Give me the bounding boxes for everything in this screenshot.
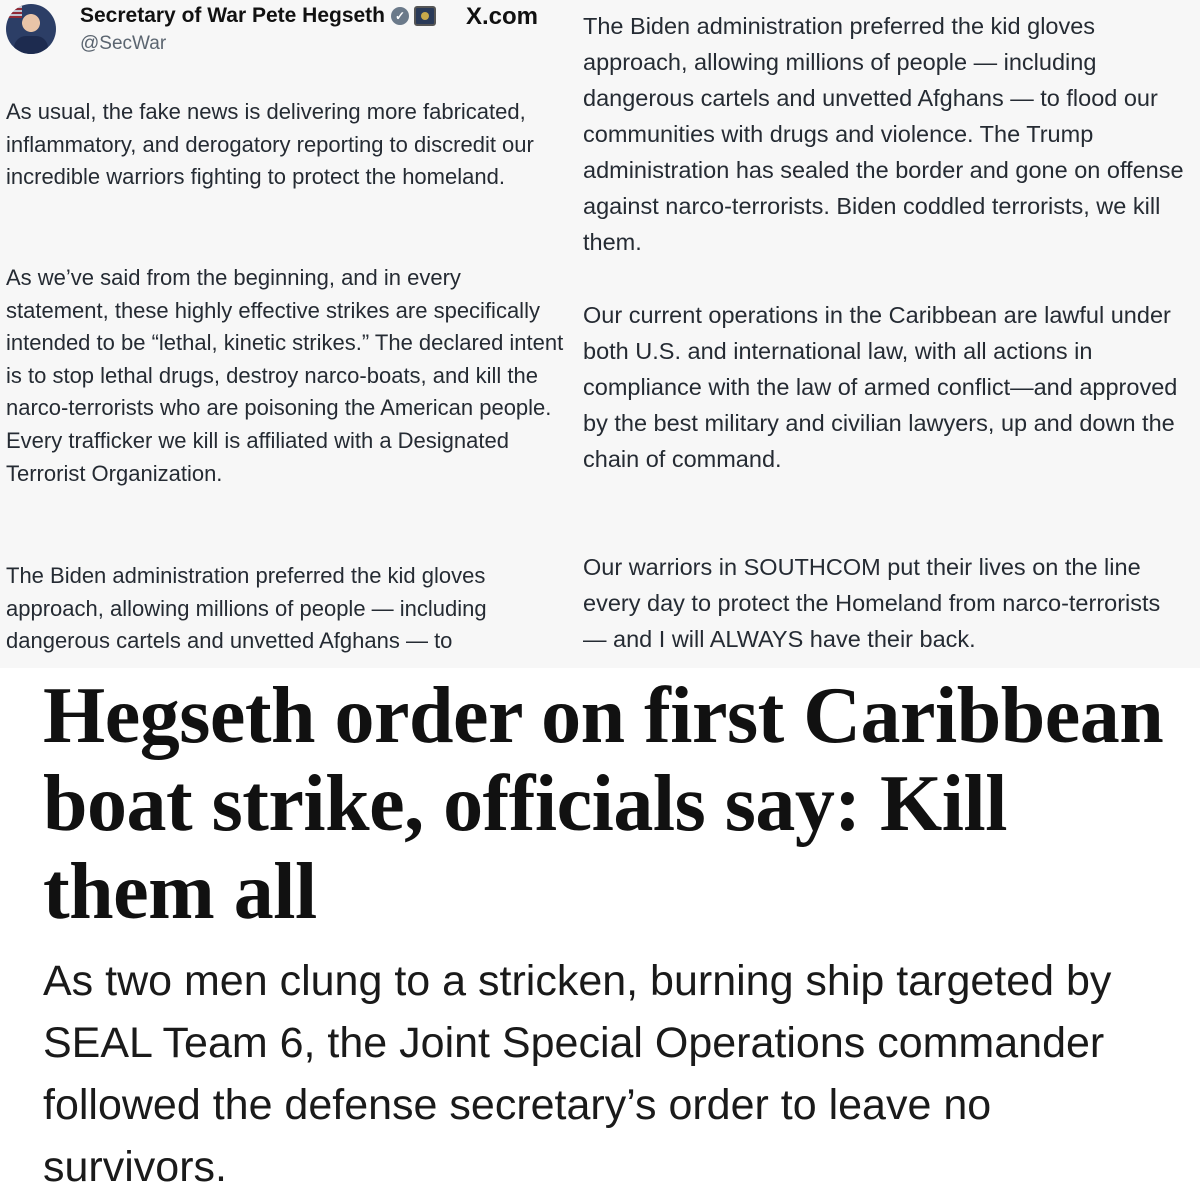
article-headline[interactable]: Hegseth order on first Caribbean boat strike, officials say: Kill them all [43,672,1164,936]
tweet-paragraph: The Biden administration preferred the kid gloves approach, allowing millions of people — including dangerous cartels and unvetted Afghans — to flood our communities with drugs and violence. The Trump administration has sealed the border and gone on offense against narco-terrorists. Biden coddled terrorists, we kill them. [583,13,1184,255]
tweet-paragraph: As usual, the fake news is delivering more fabricated, inflammatory, and derogatory reporting to discredit our incredible warriors fighting to protect the homeland. [6,99,534,190]
article-dek: As two men clung to a stricken, burning ship targeted by SEAL Team 6, the Joint Special Operations commander followed the defense secretary’s order to leave no survivors. [43,957,1112,1191]
tweet-paragraph: Our current operations in the Caribbean are lawful under both U.S. and international law, with all actions in compliance with the law of armed conflict—and approved by the best military and civilian lawyers, up and down the chain of command. [583,302,1178,472]
tweet-paragraph: Our warriors in SOUTHCOM put their lives on the line every day to protect the Homeland from narco-terrorists — and I will ALWAYS have their back. [583,554,1161,652]
tweet-paragraph: The Biden administration preferred the kid gloves approach, allowing millions of people — including dangerous cartels and unvetted Afghans — to [6,563,487,654]
verified-check-icon: ✓ [391,7,409,25]
source-site-label: X.com [466,3,539,30]
name-line [80,4,436,28]
avatar-suit [14,36,48,54]
flag-background [6,4,22,18]
tweet-paragraph: As we’ve said from the beginning, and in every statement, these highly effective strikes are specifically intended to be “lethal, kinetic strikes.” The declared intent is to stop lethal drugs, destroy narco-boats, and kill the narco-terrorists who are poisoning the American people. Every trafficker we kill is affiliated with a Designated Terrorist Organization. [6,265,564,486]
user-handle[interactable]: @SecWar [80,33,167,54]
tweet-column-left [0,0,572,668]
government-seal-icon [414,6,436,26]
display-name[interactable]: Secretary of War Pete Hegseth [80,4,386,27]
avatar[interactable] [6,4,56,54]
